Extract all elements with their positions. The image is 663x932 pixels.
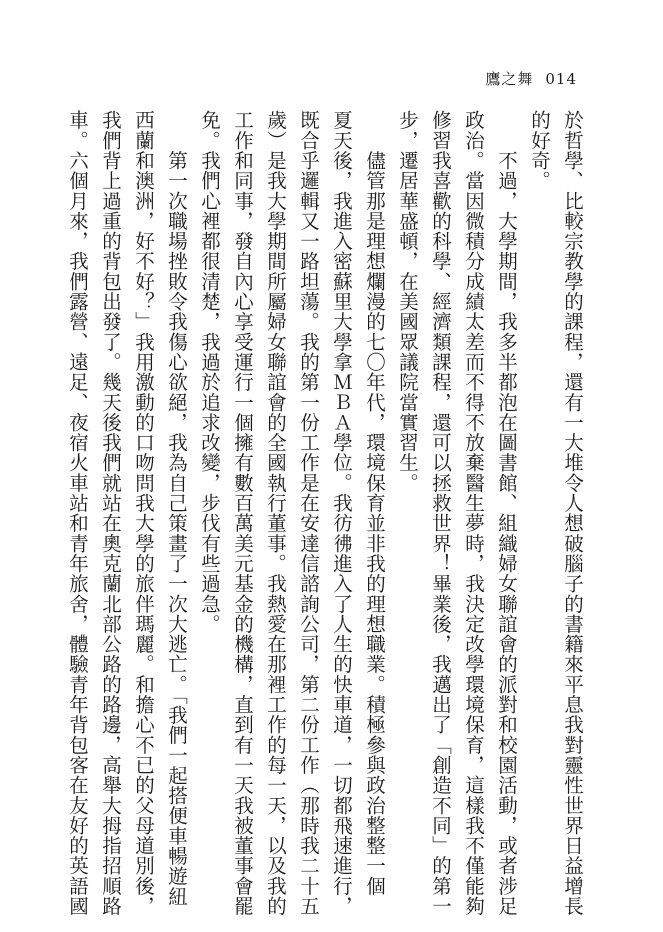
text-column: 的好奇。 (528, 110, 551, 191)
text-column: 不過，大學期間，我多半都泡在圖書館、組織婦女聯誼會的派對和校園活動，或者涉足 (495, 110, 518, 916)
text-column: 夏天後，我進入密蘇里大學拿ＭＢＡ學位。我彷彿進入了人生的快車道，一切都飛速進行， (330, 110, 353, 916)
body-text (65, 110, 585, 916)
text-column: 歲）是我大學期間所屬婦女聯誼會的全國執行董事。我熱愛在那裡工作的每一天，以及我的 (264, 110, 287, 916)
page-number: 014 (545, 70, 577, 88)
text-column: 免。我們心裡都很清楚，我過於追求改變，步伐有些過急。 (198, 110, 221, 634)
text-column: 政治。當因微積分成績太差而不得不放棄醫生夢時，我決定改學環境保育，這樣我不僅能夠 (462, 110, 485, 916)
text-column: 於哲學、比較宗教學的課程，還有一大堆令人想破腦子的書籍來平息我對靈性世界日益增長 (561, 110, 584, 916)
running-header (485, 68, 577, 89)
book-title: 鷹之舞 (485, 70, 534, 88)
text-column: 工作和同事，發自內心享受運行一個擁有數百萬美元基金的機構，直到有一天我被董事會罷 (231, 110, 254, 916)
text-column: 我們背上過重的背包出發了。幾天後我們就站在奧克蘭北部公路的路邊，高舉大拇指招順路 (99, 110, 122, 916)
text-column: 第一次職場挫敗令我傷心欲絕，我為自己策畫了一次大逃亡。「我們一起搭便車暢遊紐 (165, 110, 188, 907)
text-column: 既合乎邏輯又一路坦蕩。我的第一份工作是在安達信諮詢公司，第二份工作（那時我二十五 (297, 110, 320, 916)
text-column: 儘管那是理想爛漫的七〇年代，環境保育並非我的理想職業。積極參與政治整整一個 (363, 110, 386, 896)
text-column: 修習我喜歡的科學、經濟類課程，還可以拯救世界！畢業後，我邁出了「創造不同」的第一 (429, 110, 452, 916)
text-column: 車。六個月來，我們露營、遠足、夜宿火車站和青年旅舍，體驗青年背包客在友好的英語國 (66, 110, 89, 916)
text-column: 西蘭和澳洲，好不好？」我用激動的口吻問我大學的旅伴瑪麗。和擔心不已的父母道別後， (132, 110, 155, 916)
text-column: 步，遷居華盛頓，在美國眾議院當實習生。 (396, 110, 419, 493)
